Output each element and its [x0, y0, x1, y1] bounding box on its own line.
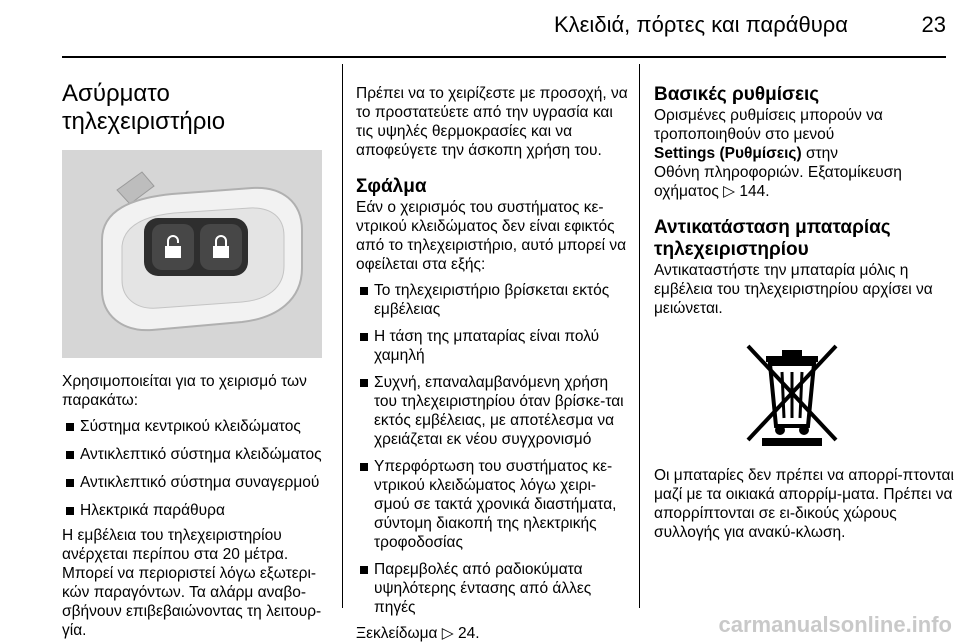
page-header [0, 0, 960, 58]
settings-text-1: Ορισμένες ρυθμίσεις μπορούν να τροποποιηθούν στο μενού [654, 107, 883, 143]
watermark: carmanualsonline.info [718, 612, 952, 637]
basic-settings-heading: Βασικές ρυθμίσεις [654, 84, 820, 105]
remote-functions-list [62, 417, 328, 520]
list-item: Η τάση της μπαταρίας είναι πολύ χαμηλή [356, 327, 628, 365]
settings-menu-label: Settings (Ρυθμίσεις) [654, 145, 802, 162]
list-item: Ηλεκτρικά παράθυρα [62, 501, 328, 520]
fault-paragraph: Εάν ο χειρισμός του συστήματος κε-ντρικού κλειδώματος δεν είναι εφικτός από το τηλεχειριστήριο, αυτό μπορεί να οφείλεται στα εξής: [356, 199, 627, 273]
fault-heading: Σφάλμα [356, 176, 427, 197]
cross-reference-unlocking[interactable] [356, 624, 628, 643]
column-1 [62, 64, 328, 640]
column-3 [654, 64, 954, 542]
header-title: Κλειδιά, πόρτες και παράθυρα [553, 12, 848, 37]
battery-replacement-heading: Αντικατάσταση μπαταρίας τηλεχειριστηρίου [654, 217, 891, 260]
settings-text-3: Οθόνη πληροφοριών. Εξατομίκευση οχήματος [654, 164, 902, 200]
list-item: Αντικλεπτικό σύστημα συναγερμού [62, 473, 328, 492]
settings-paragraph [654, 106, 954, 201]
settings-text-2: στην [805, 145, 839, 162]
column-divider-2 [639, 64, 640, 608]
list-item: Συχνή, επαναλαμβανόμενη χρήση του τηλεχειριστηρίου όταν βρίσκε-ται εκτός εμβέλειας, με αποτέλεσμα να χρειάζεται εκ νέου συγχρονισμό [356, 373, 628, 449]
fault-causes-list [356, 281, 628, 617]
section-heading-remote: Ασύρματο τηλεχειριστήριο [62, 80, 226, 135]
page-number: 23 [921, 12, 946, 37]
xref-text: Ξεκλείδωμα [356, 625, 438, 642]
battery-paragraph: Αντικαταστήστε την μπαταρία μόλις η εμβέλεια του τηλεχειριστηρίου αρχίσει να μειώνεται. [654, 262, 933, 317]
disposal-paragraph: Οι μπαταρίες δεν πρέπει να απορρί-πτονται μαζί με τα οικιακά απορρίμ-ματα. Πρέπει να απορρίπτονται σε ει-δικούς χώρους συλλογής για ανακύ-κλωση. [654, 467, 954, 541]
column-2 [356, 64, 628, 643]
column-divider-1 [342, 64, 343, 608]
remote-key-image [62, 150, 322, 358]
crossed-bin-image [738, 336, 846, 448]
settings-xref-page[interactable]: 144. [739, 183, 770, 200]
xref-page: 24. [458, 625, 480, 642]
remote-key-icon [62, 150, 322, 358]
crossed-bin-icon [738, 336, 846, 448]
list-item: Παρεμβολές από ραδιοκύματα υψηλότερης έντασης από άλλες πηγές [356, 560, 628, 617]
arrow-icon: ▷ [723, 183, 736, 200]
header-rule [62, 56, 946, 58]
arrow-icon: ▷ [441, 625, 454, 642]
list-item: Υπερφόρτωση του συστήματος κε-ντρικού κλειδώματος λόγω χειρι-σμού σε τακτά χρονικά διαστήματα, σύντομη διακοπή της ηλεκτρικής τροφοδοσίας [356, 457, 628, 552]
remote-intro: Χρησιμοποιείται για το χειρισμό των παρακάτω: [62, 373, 307, 409]
list-item: Σύστημα κεντρικού κλειδώματος [62, 417, 328, 436]
range-paragraph: Η εμβέλεια του τηλεχειριστηρίου ανέρχεται περίπου στα 20 μέτρα. Μπορεί να περιοριστεί λόγω εξωτερι-κών παραγόντων. Τα αλάρμ αναβο-σβήνουν επιβεβαιώνοντας τη λειτουρ-γία. [62, 527, 322, 639]
handling-paragraph: Πρέπει να το χειρίζεστε με προσοχή, να το προστατεύετε από την υγρασία και τις υψηλές θερμοκρασίες και να αποφεύγετε την άσκοπη χρήση του. [356, 85, 628, 159]
list-item: Το τηλεχειριστήριο βρίσκεται εκτός εμβέλειας [356, 281, 628, 319]
list-item: Αντικλεπτικό σύστημα κλειδώματος [62, 445, 328, 464]
